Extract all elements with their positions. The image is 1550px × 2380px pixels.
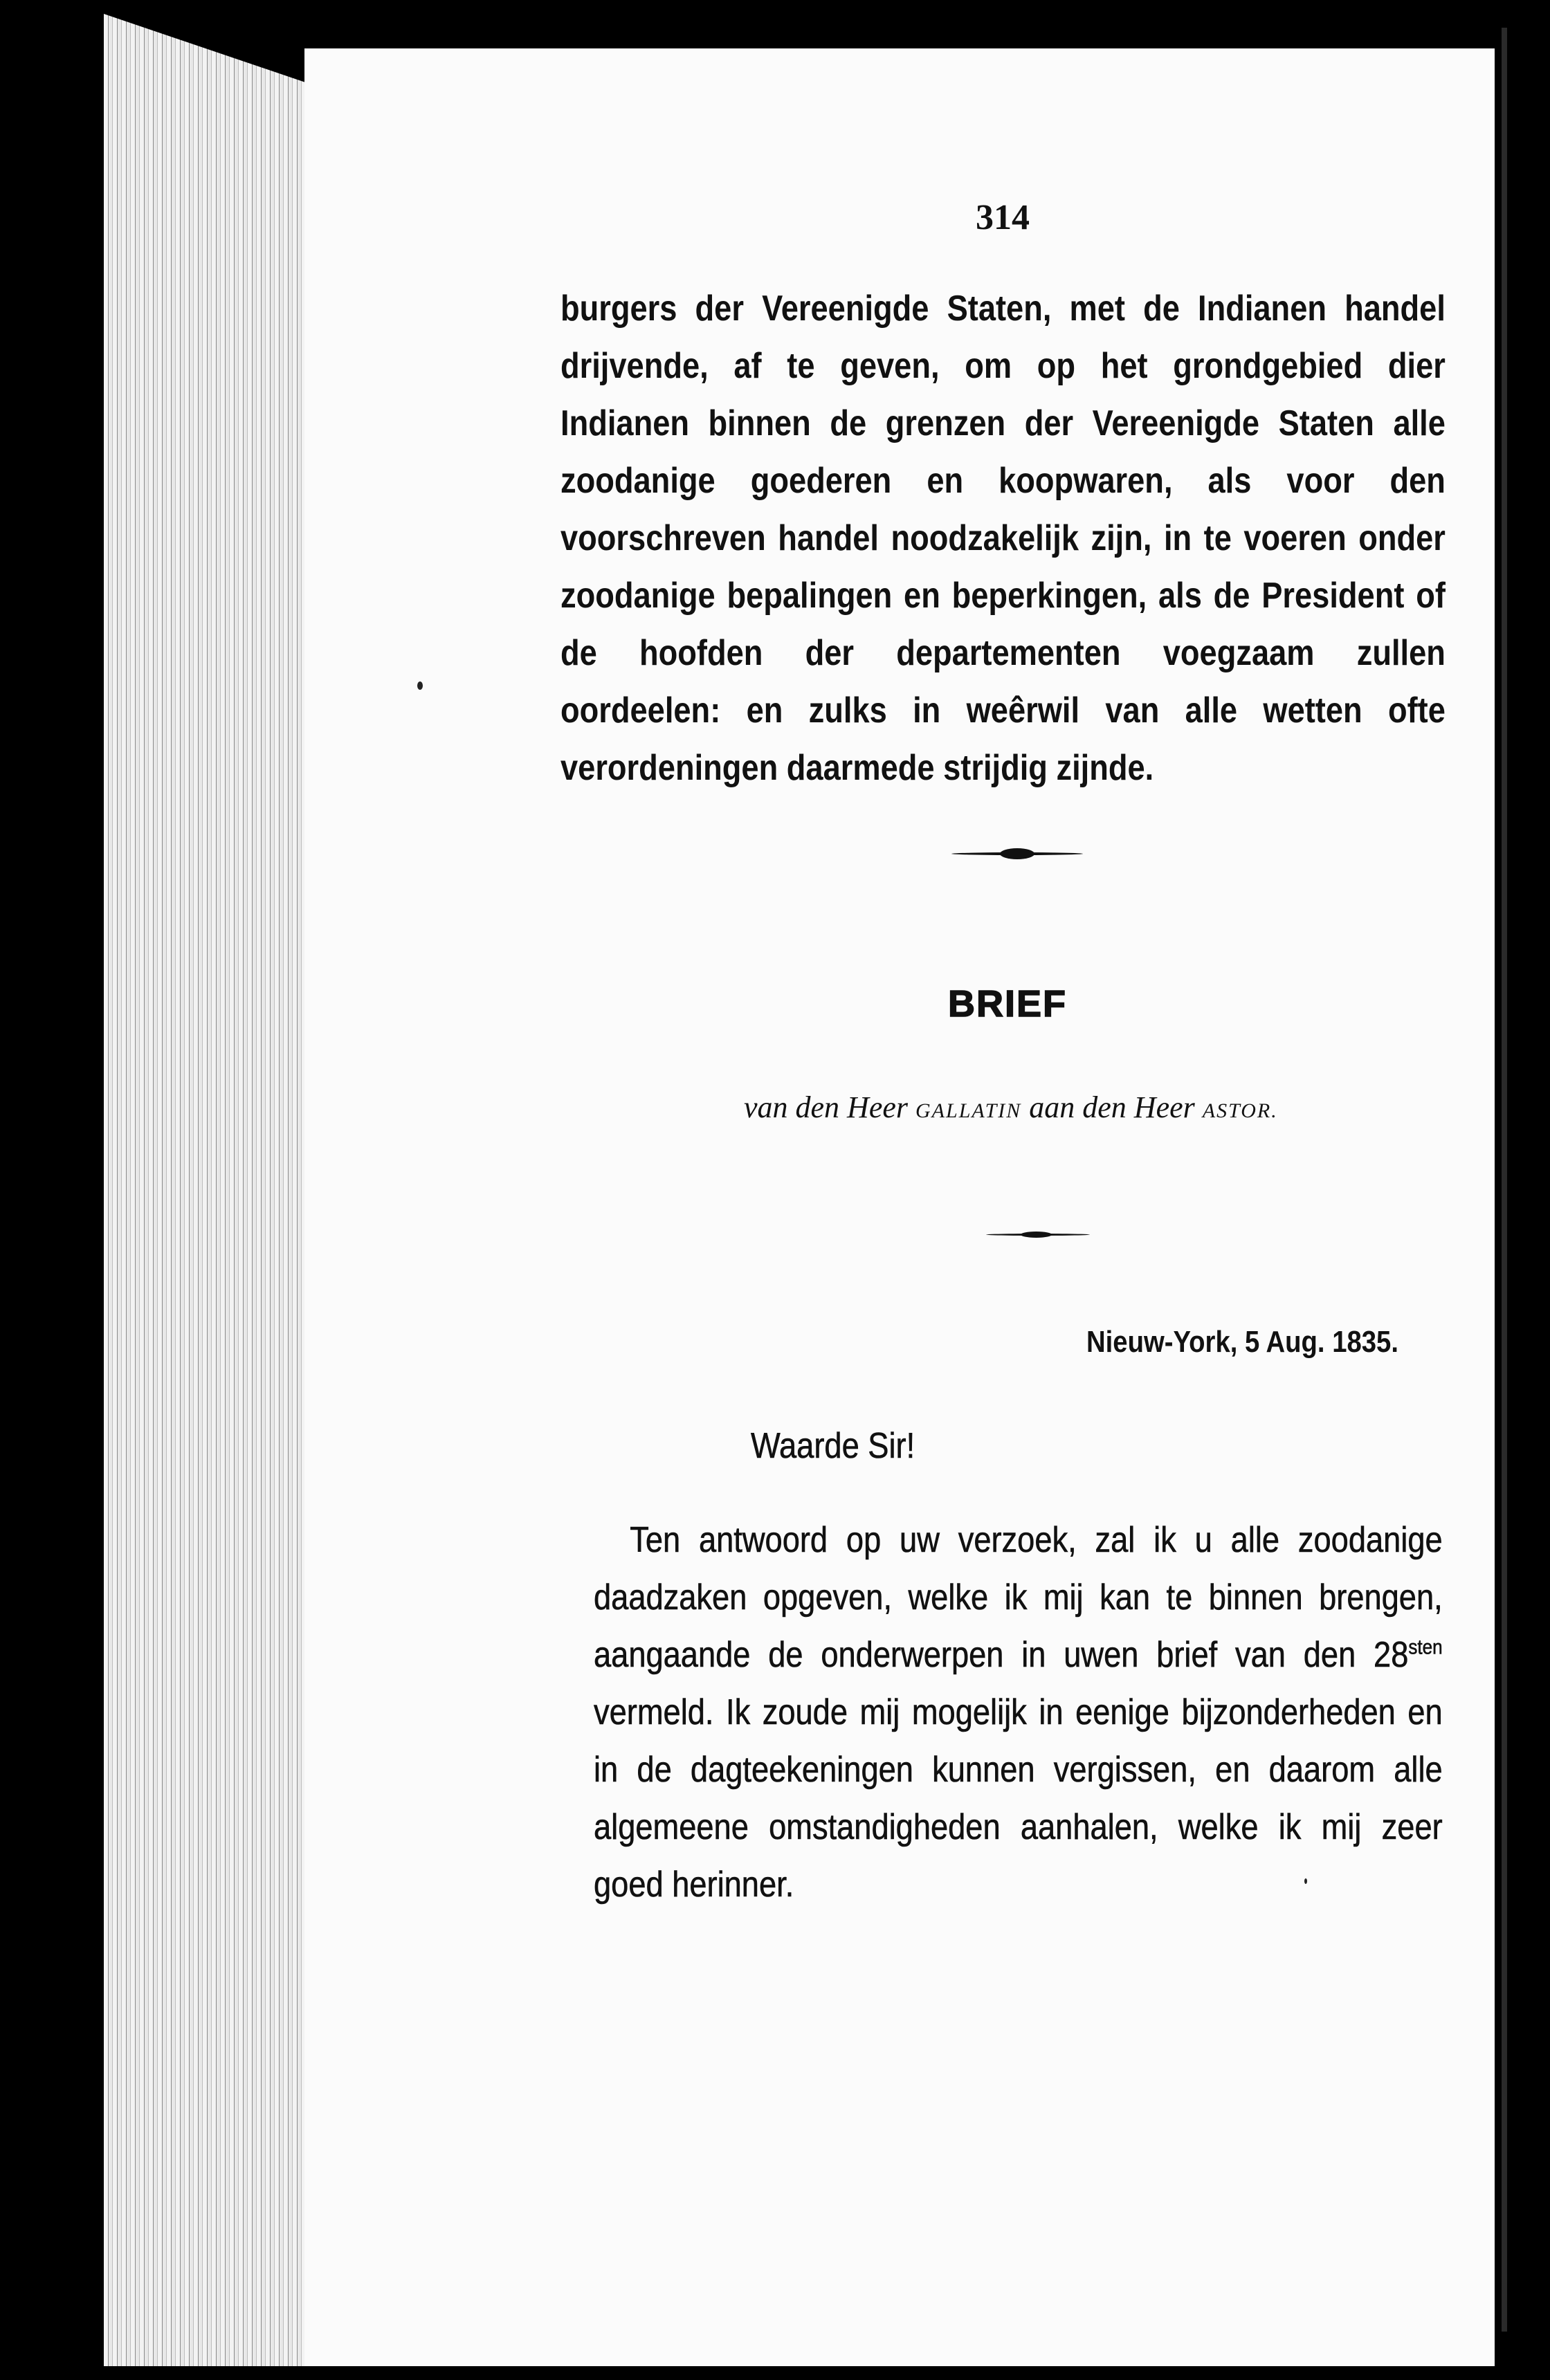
page-edges bbox=[104, 14, 311, 2366]
facing-page-edge bbox=[1502, 28, 1507, 2332]
letter-place-date: Nieuw-York, 5 Aug. 1835. bbox=[1086, 1325, 1398, 1359]
subtitle-author: GALLATIN bbox=[915, 1099, 1022, 1122]
page-number: 314 bbox=[976, 198, 1030, 237]
body-text: Ten antwoord op uw verzoek, zal ik u alle zoodanige daadzaken opgeven, welke ik mij kan te binnen brengen, aangaande de onderwerpen in uwen brief van den 28 bbox=[594, 1520, 1443, 1675]
letter-salutation: Waarde Sir! bbox=[751, 1426, 915, 1466]
body-text: vermeld. Ik zoude mij mogelijk in eenige bijzonderheden en in de dagteekeningen kunnen vergissen, en daarom alle algemeene omstandigheden aanhalen, welke ik mij zeer goed herinner. bbox=[594, 1692, 1443, 1905]
letter-body-paragraph bbox=[594, 1512, 1443, 1914]
ornamental-rule bbox=[986, 1234, 1090, 1236]
paragraph-continued: burgers der Vereenigde Staten, met de Indianen handel drijvende, af te geven, om op het grondgebied dier Indianen binnen de grenzen der Vereenigde Staten alle zoodanige goederen en koopwaren, als voor den voorschreven handel noodzakelijk zijn, in te voeren onder zoodanige bepalingen en beperkingen, als de President of de hoofden der departementen voegzaam zullen oordeelen: en zulks in weêrwil van alle wetten ofte verordeningen daarmede strijdig zijnde. bbox=[560, 289, 1446, 788]
subtitle-text: van den Heer bbox=[744, 1090, 916, 1124]
subtitle-text: aan den Heer bbox=[1021, 1090, 1203, 1124]
ordinal-superscript: sten bbox=[1408, 1636, 1443, 1659]
ink-speck bbox=[417, 681, 423, 690]
subtitle-recipient: ASTOR. bbox=[1202, 1099, 1278, 1122]
letter-subtitle bbox=[744, 1090, 1278, 1125]
section-heading: BRIEF bbox=[948, 983, 1067, 1025]
ink-speck bbox=[1304, 1878, 1307, 1884]
ornamental-rule bbox=[951, 852, 1083, 855]
